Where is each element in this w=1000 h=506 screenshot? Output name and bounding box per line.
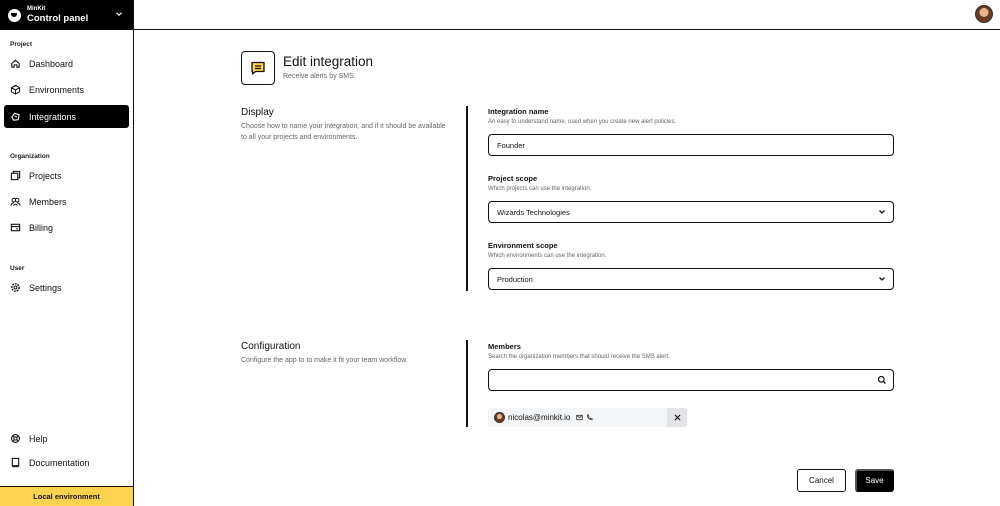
mail-icon [576, 414, 583, 421]
section-divider [466, 340, 468, 427]
remove-member-button[interactable] [667, 408, 687, 427]
section-label-project: Project [10, 41, 33, 48]
integration-name-hint: An easy to understand name, used when you create new alert policies. [488, 119, 677, 125]
display-section-title: Display [241, 107, 274, 118]
sidebar-item-label: Integrations [29, 111, 77, 122]
sidebar-item-label: Dashboard [29, 58, 74, 69]
sidebar-item-members[interactable] [4, 190, 129, 213]
environment-scope-label: Environment scope [488, 241, 558, 250]
sidebar-item-environments[interactable] [4, 78, 129, 101]
workspace-switcher[interactable] [0, 0, 133, 30]
sidebar-item-label: Environments [29, 84, 85, 95]
configuration-section-title: Configuration [241, 341, 301, 352]
brand-title: Control panel [27, 13, 89, 25]
members-hint: Search the organization members that should receive the SMS alert. [488, 354, 670, 360]
project-scope-value: Wizards Technologies [497, 207, 570, 217]
sidebar-item-help[interactable] [4, 427, 129, 450]
sidebar-item-billing[interactable] [4, 216, 129, 239]
sidebar-item-settings[interactable] [4, 276, 129, 299]
search-icon [877, 375, 887, 385]
integration-name-value: Founder [497, 140, 525, 150]
book-icon [10, 457, 21, 468]
configuration-section-description: Configure the app to to make it fit your team workflow. [241, 357, 408, 364]
projects-icon [10, 170, 21, 181]
integration-name-label: Integration name [488, 107, 549, 116]
brand-name: MinKit [27, 6, 46, 13]
environment-badge: Local environment [0, 486, 133, 506]
project-scope-label: Project scope [488, 174, 538, 183]
cancel-button[interactable]: Cancel [797, 469, 846, 492]
project-scope-select[interactable] [488, 201, 894, 223]
gear-icon [10, 282, 21, 293]
save-button[interactable]: Save [855, 469, 894, 492]
page-subtitle: Receive alerts by SMS. [283, 73, 356, 80]
page-title: Edit integration [283, 54, 374, 69]
member-avatar [494, 412, 505, 423]
sidebar-item-label: Help [29, 433, 48, 444]
members-label: Members [488, 342, 521, 351]
sidebar-item-label: Billing [29, 222, 54, 233]
sidebar-item-label: Members [29, 196, 67, 207]
environment-scope-value: Production [497, 274, 533, 284]
topbar [134, 0, 1000, 30]
integration-name-input[interactable] [488, 134, 894, 156]
sidebar-item-label: Documentation [29, 457, 90, 468]
billing-icon [10, 222, 21, 233]
sidebar-item-label: Projects [29, 170, 62, 181]
member-chip [488, 408, 687, 427]
members-icon [10, 196, 21, 207]
user-avatar[interactable] [975, 5, 993, 23]
section-label-organization: Organization [10, 153, 50, 160]
lifebuoy-icon [10, 433, 21, 444]
home-icon [10, 58, 21, 69]
environment-scope-select[interactable] [488, 268, 894, 290]
section-label-user: User [10, 265, 25, 272]
box-icon [10, 84, 21, 95]
member-email: nicolas@minkit.io [508, 413, 571, 422]
sidebar-item-integrations[interactable] [4, 105, 129, 128]
phone-icon [586, 414, 593, 421]
members-search-input[interactable] [488, 369, 894, 391]
sidebar-item-label: Settings [29, 282, 62, 293]
close-icon [674, 414, 681, 421]
sidebar-item-projects[interactable] [4, 164, 129, 187]
chevron-down-icon [878, 276, 886, 282]
display-section-description: Choose how to name your integration, and if it should be available to all your projects and environments. [241, 123, 446, 141]
environment-scope-hint: Which environments can use the integration. [488, 253, 607, 259]
sidebar-item-documentation[interactable] [4, 451, 129, 474]
sidebar [0, 0, 134, 506]
brand-text [27, 6, 88, 24]
sms-integration-icon [241, 51, 275, 85]
chevron-down-icon [114, 9, 124, 19]
brand-logo-icon [8, 9, 21, 22]
chevron-down-icon [878, 209, 886, 215]
project-scope-hint: Which projects can use the integration. [488, 186, 592, 192]
section-divider [466, 106, 468, 291]
sidebar-item-dashboard[interactable] [4, 52, 129, 75]
plug-icon [10, 111, 21, 122]
